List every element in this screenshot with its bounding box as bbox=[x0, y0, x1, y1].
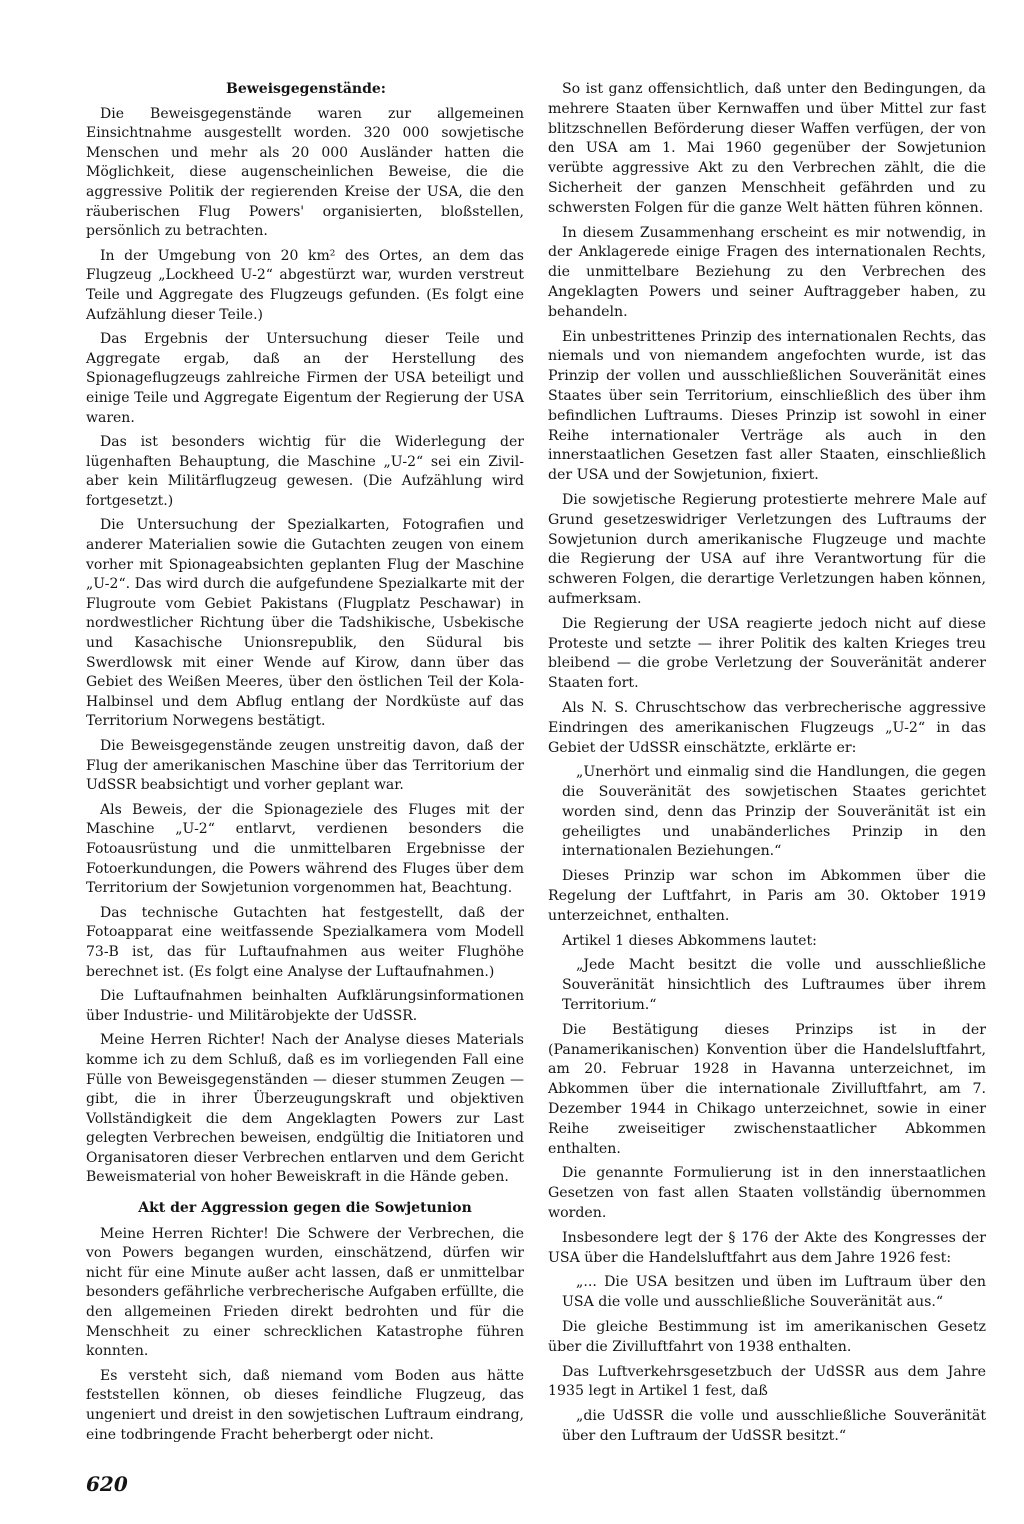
block-quote: „Unerhört und einmalig sind die Handlungen, die gegen die Souveränität des sowjetischen Staates gerichtet worden sind, denn das Prinzip der Souveränität ist ein geheiligtes und unabänderliches Prinzip in den internationalen Beziehungen.“ bbox=[562, 764, 986, 860]
paragraph: Die Regierung der USA reagierte jedoch nicht auf diese Proteste und setzte — ihrer Politik des kalten Krieges treu bleibend — die grobe Verletzung der Souveränität anderer Staaten fort. bbox=[548, 615, 986, 692]
paragraph: Es versteht sich, daß niemand vom Boden aus hätte feststellen können, ob dieses feindliche Flugzeug, das ungeniert und dreist in den sowjetischen Luftraum eindrang, eine todbringende Fracht beherbergt oder nicht. bbox=[86, 1367, 524, 1443]
paragraph: Die sowjetische Regierung protestierte mehrere Male auf Grund gesetzeswidriger Verletzungen des Luftraums der Sowjetunion durch amerikanische Flugzeuge und machte die Regierung der USA auf ihre Verantwortung für die schweren Folgen, die derartige Verletzungen haben können, aufmerksam. bbox=[548, 491, 986, 607]
paragraph: Das technische Gutachten hat festgestellt, daß der Fotoapparat eine weitfassende Spezialkamera vom Modell 73-B ist, das für Luftaufnahmen aus weiter Flughöhe berechnet ist. (Es folgt eine Analyse der Luftaufnahmen.) bbox=[86, 904, 524, 980]
paragraph: Die gleiche Bestimmung ist im amerikanischen Gesetz über die Zivilluftfahrt von 1938 enthalten. bbox=[548, 1319, 986, 1355]
block-quote: „Jede Macht besitzt die volle und ausschließliche Souveränität hinsichtlich des Luftraumes über ihrem Territorium.“ bbox=[562, 957, 986, 1014]
paragraph: Die Untersuchung der Spezialkarten, Fotografien und anderer Materialien sowie die Gutachten zeugen von einem vorher mit Spionageabsichten geplanten Flug der Maschine „U-2“. Das wird durch die aufgefundene Spezialkarte mit der Flugroute vom Gebiet Pakistans (Flugplatz Peschawar) in nordwestlicher Richtung über die Tadshikische, Usbekische und Kasachische Unionsrepublik, den Südural bis Swerdlowsk mit einer Wende auf Kirow, dann über das Gebiet des Weißen Meeres, über den östlichen Teil der Kola-Halbinsel und dem Abflug entlang der Nordküste auf das Territorium Norwegens bestätigt. bbox=[86, 517, 524, 730]
paragraph: Das Ergebnis der Untersuchung dieser Teile und Aggregate ergab, daß an der Herstellung des Spionageflugzeugs zahlreiche Firmen der USA beteiligt und einige Teile und Aggregate Eigentum der Regierung der USA waren. bbox=[86, 331, 524, 426]
paragraph: Das Luftverkehrsgesetzbuch der UdSSR aus dem Jahre 1935 legt in Artikel 1 fest, daß bbox=[548, 1363, 986, 1400]
paragraph: In diesem Zusammenhang erscheint es mir notwendig, in der Anklagerede einige Fragen des internationalen Rechts, die unmittelbare Beziehung zu den Verbrechen des Angeklagten Powers und seiner Auftraggeber haben, zu behandeln. bbox=[548, 224, 986, 320]
paragraph: Als Beweis, der die Spionageziele des Fluges mit der Maschine „U-2“ entlarvt, verdienen besonders die Fotoausrüstung und die unmittelbaren Ergebnisse der Fotoerkundungen, die Powers während des Fluges über dem Territorium der Sowjetunion vorgenommen hat, Beachtung. bbox=[86, 801, 524, 897]
paragraph: Das ist besonders wichtig für die Widerlegung der lügenhaften Behauptung, die Maschine „U-2“ sei ein Zivil- aber kein Militärflugzeug gewesen. (Die Aufzählung wird fortgesetzt.) bbox=[86, 434, 524, 509]
paragraph: So ist ganz offensichtlich, daß unter den Bedingungen, da mehrere Staaten über Kernwaffen und über Mittel zur fast blitzschnellen Beförderung dieser Waffen verfügen, der von den USA am 1. Mai 1960 gegenüber der Sowjetunion verübte aggressive Akt zu den Verbrechen zählt, die die Sicherheit der ganzen Menschheit gefährden und zu schwersten Folgen für die ganze Welt hätten führen können. bbox=[548, 81, 986, 216]
page-number: 620 bbox=[86, 1472, 128, 1496]
paragraph: Dieses Prinzip war schon im Abkommen über die Regelung der Luftfahrt, in Paris am 30. Oktober 1919 unterzeichnet, enthalten. bbox=[548, 868, 986, 924]
paragraph: Als N. S. Chruschtschow das verbrecherische aggressive Eindringen des amerikanischen Flugzeugs „U-2“ in das Gebiet der UdSSR einschätzte, erklärte er: bbox=[548, 699, 986, 756]
paragraph: Die Beweisgegenstände zeugen unstreitig davon, daß der Flug der amerikanischen Maschine über das Territorium der UdSSR beabsichtigt und vorher geplant war. bbox=[86, 738, 524, 794]
paragraph: Die Beweisgegenstände waren zur allgemeinen Einsichtnahme ausgestellt worden. 320 000 sowjetische Menschen und mehr als 20 000 Ausländer hatten die Möglichkeit, diese augenscheinlichen Beweise, die die aggressive Politik der regierenden Kreise der USA, die den räuberischen Flug Powers' organisierten, bloßstellen, persönlich zu betrachten. bbox=[86, 105, 524, 240]
paragraph: Ein unbestrittenes Prinzip des internationalen Rechts, das niemals und von niemandem angefochten wurde, ist das Prinzip der vollen und ausschließlichen Souveränität eines Staates über sein Territorium, einschließlich des über ihm befindlichen Luftraums. Dieses Prinzip ist sowohl in einer Reihe internationaler Verträge als auch in den innerstaatlichen Gesetzen fast aller Staaten, einschließlich der USA und der Sowjetunion, fixiert. bbox=[548, 328, 986, 484]
paragraph: Meine Herren Richter! Die Schwere der Verbrechen, die von Powers begangen wurden, einschätzend, dürfen wir nicht für eine Minute außer acht lassen, daß er unmittelbar besonders gefährliche verbrecherische Aufgaben erfüllte, die den allgemeinen Frieden direkt bedrohten und für die Menschheit zu einer schrecklichen Katastrophe führen konnten. bbox=[86, 1225, 524, 1360]
block-quote: „... Die USA besitzen und üben im Luftraum über den USA die volle und ausschließliche Souveränität aus.“ bbox=[562, 1274, 986, 1311]
paragraph: Meine Herren Richter! Nach der Analyse dieses Materials komme ich zu dem Schluß, daß es im vorliegenden Fall eine Fülle von Beweisgegenständen — dieser stummen Zeugen — gibt, die in ihrer Überzeugungskraft und objektiven Vollständigkeit die dem Angeklagten Powers zur Last gelegten Verbrechen beweisen, endgültig die Initiatoren und Organisatoren dieser Verbrechen entlarven und dem Gericht Beweismaterial von hoher Beweiskraft in die Hände geben. bbox=[86, 1032, 524, 1186]
paragraph: Artikel 1 dieses Abkommens lautet: bbox=[562, 932, 817, 949]
left-column bbox=[86, 80, 524, 1450]
section-heading: Akt der Aggression gegen die Sowjetunion bbox=[138, 1200, 472, 1217]
section-heading: Beweisgegenstände: bbox=[226, 81, 386, 97]
paragraph: Die Luftaufnahmen beinhalten Aufklärungsinformationen über Industrie- und Militärobjekte der UdSSR. bbox=[86, 988, 524, 1024]
right-column bbox=[548, 80, 986, 1452]
paragraph: Die genannte Formulierung ist in den innerstaatlichen Gesetzen von fast allen Staaten vollständig übernommen worden. bbox=[548, 1165, 986, 1222]
paragraph: Die Bestätigung dieses Prinzips ist in der (Panamerikanischen) Konvention über die Handelsluftfahrt, am 20. Februar 1928 in Havanna unterzeichnet, im Abkommen über die internationale Zivilluftfahrt, am 7. Dezember 1944 in Chikago unterzeichnet, sowie in einer Reihe zweiseitiger zwischenstaatlicher Abkommen enthalten. bbox=[548, 1021, 986, 1157]
paragraph: Insbesondere legt der § 176 der Akte des Kongresses der USA über die Handelsluftfahrt aus dem Jahre 1926 fest: bbox=[548, 1229, 986, 1266]
paragraph: In der Umgebung von 20 km² des Ortes, an dem das Flugzeug „Lockheed U-2“ abgestürzt war, wurden verstreut Teile und Aggregate des Flugzeugs gefunden. (Es folgt eine Aufzählung dieser Teile.) bbox=[86, 247, 524, 323]
block-quote: „die UdSSR die volle und ausschließliche Souveränität über den Luftraum der UdSSR besitzt.“ bbox=[562, 1408, 986, 1444]
